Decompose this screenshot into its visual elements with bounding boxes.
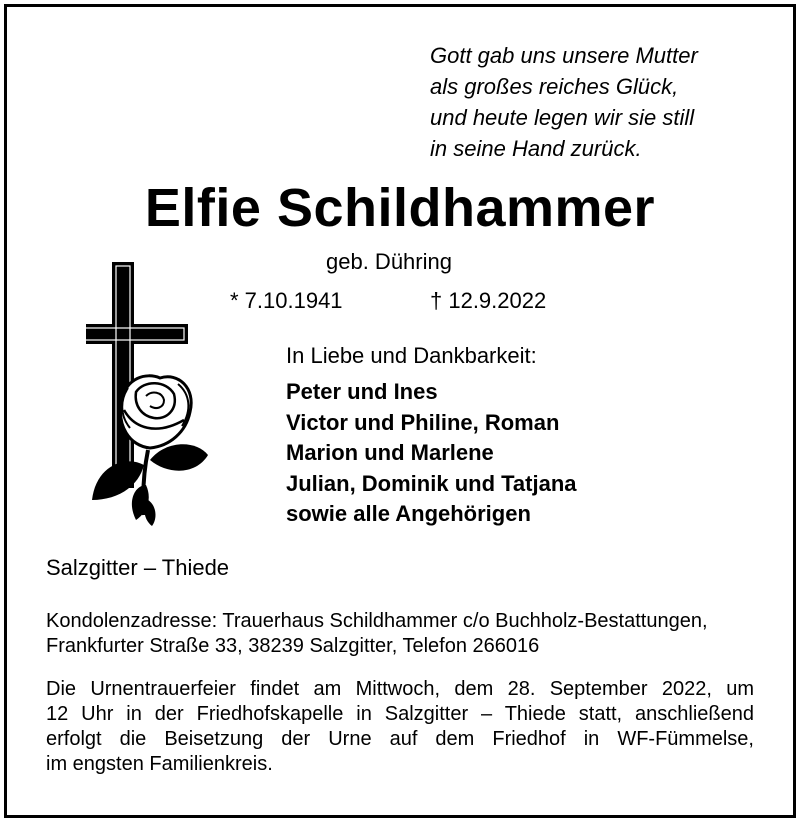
mourner-entry: Victor und Philine, Roman <box>286 409 560 435</box>
birth-date: * 7.10.1941 <box>230 288 343 313</box>
condolence-address <box>46 609 754 659</box>
birth-name: geb. Dühring <box>326 249 452 274</box>
place: Salzgitter – Thiede <box>46 555 230 580</box>
cross-rose-emblem <box>86 260 216 530</box>
poem-line: und heute legen wir sie still <box>430 105 695 130</box>
ceremony-line: erfolgt die Beisetzung der Urne auf dem Friedhof in WF-Fümmelse, <box>46 728 754 750</box>
mourner-entry: Peter und Ines <box>286 379 438 404</box>
ceremony-line: im engsten Familienkreis. <box>46 753 273 775</box>
condolence-line: Kondolenzadresse: Trauerhaus Schildhammer c/o Buchholz-Bestattungen, <box>46 610 708 632</box>
ceremony-line: 12 Uhr in der Friedhofskapelle in Salzgitter – Thiede statt, anschließend <box>46 703 754 725</box>
mourner-entry: Julian, Dominik und Tatjana <box>286 470 577 496</box>
poem <box>430 40 770 164</box>
mourner-entry: sowie alle Angehörigen <box>286 501 531 526</box>
poem-line: in seine Hand zurück. <box>430 136 642 161</box>
thanks-line: In Liebe und Dankbarkeit: <box>286 343 537 368</box>
ceremony-notice <box>46 677 754 777</box>
rose-icon <box>92 376 208 526</box>
poem-line: als großes reiches Glück, <box>430 74 679 99</box>
condolence-line: Frankfurter Straße 33, 38239 Salzgitter, Telefon 266016 <box>46 635 540 657</box>
deceased-name: Elfie Schildhammer <box>144 178 656 238</box>
ceremony-line: Die Urnentrauerfeier findet am Mittwoch, dem 28. September 2022, um <box>46 678 754 700</box>
poem-line: Gott gab uns unsere Mutter <box>430 43 698 68</box>
mourners-list <box>286 377 577 530</box>
death-date: † 12.9.2022 <box>430 288 547 313</box>
mourner-entry: Marion und Marlene <box>286 440 494 465</box>
